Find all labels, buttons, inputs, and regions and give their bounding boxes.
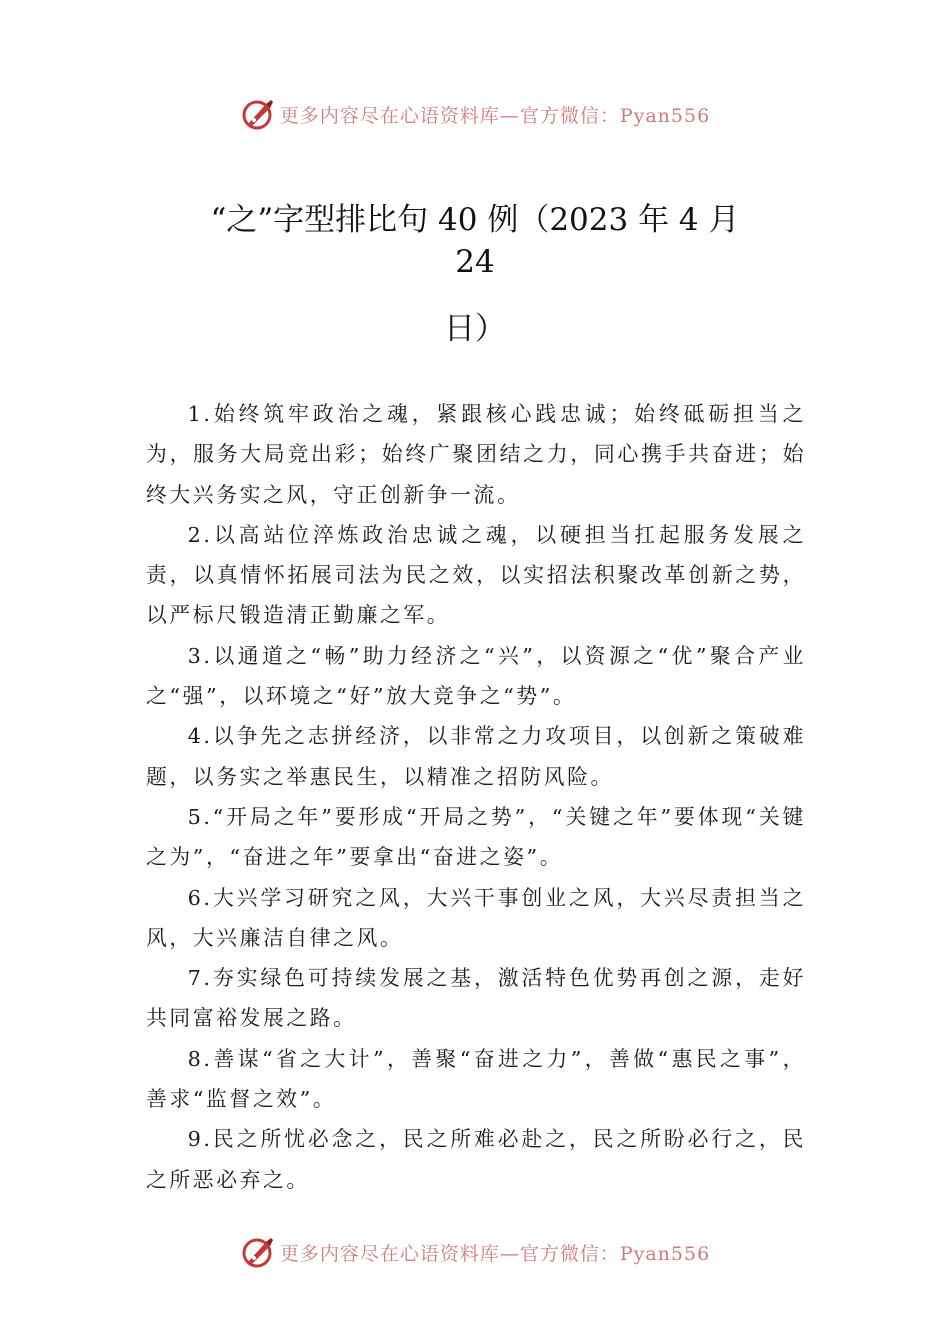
document-title-line-3: 日） — [444, 311, 506, 347]
paragraph-1: 1.始终筑牢政治之魂，紧跟核心践忠诚；始终砥砺担当之为，服务大局竞出彩；始终广聚团结之力，同心携手共奋进；始终大兴务实之风，守正创新争一流。 — [146, 402, 806, 507]
paragraph-6: 6.大兴学习研究之风，大兴干事创业之风，大兴尽责担当之风，大兴廉洁自律之风。 — [146, 885, 806, 950]
paragraph-5: 5.“开局之年”要形成“开局之势”，“关键之年”要体现“关键之为”，“奋进之年”要拿出“奋进之姿”。 — [146, 804, 806, 870]
paragraph-3: 3.以通道之“畅”助力经济之“兴”，以资源之“优”聚合产业之“强”，以环境之“好”放大竞争之“势”。 — [146, 643, 806, 709]
header-banner — [0, 94, 950, 134]
paragraph-7: 7.夯实绿色可持续发展之基，激活特色优势再创之源，走好共同富裕发展之路。 — [146, 966, 806, 1031]
pen-nib-logo-icon — [240, 1234, 276, 1270]
paragraph-8: 8.善谋“省之大计”，善聚“奋进之力”，善做“惠民之事”，善求“监督之效”。 — [146, 1046, 806, 1112]
header-banner-text: 更多内容尽在心语资料库—官方微信：Pyan556 — [279, 104, 711, 127]
paragraph-4: 4.以争先之志拼经济，以非常之力攻项目，以创新之策破难题，以务实之举惠民生，以精准之招防风险。 — [146, 724, 806, 789]
footer-banner-text: 更多内容尽在心语资料库—官方微信：Pyan556 — [279, 1242, 711, 1265]
document-title-line-2: 24 — [455, 244, 495, 280]
document-body — [146, 394, 806, 1200]
pen-nib-logo-icon — [240, 96, 276, 132]
paragraph-2: 2.以高站位淬炼政治忠诚之魂，以硬担当扛起服务发展之责，以真情怀拓展司法为民之效，以实招法积聚改革创新之势，以严标尺锻造清正勤廉之军。 — [146, 522, 806, 628]
footer-banner — [0, 1232, 950, 1272]
paragraph-9: 9.民之所忧必念之，民之所难必赴之，民之所盼必行之，民之所恶必弃之。 — [146, 1127, 806, 1192]
document-title-line-1: “之”字型排比句 40 例（2023 年 4 月 — [210, 202, 740, 238]
